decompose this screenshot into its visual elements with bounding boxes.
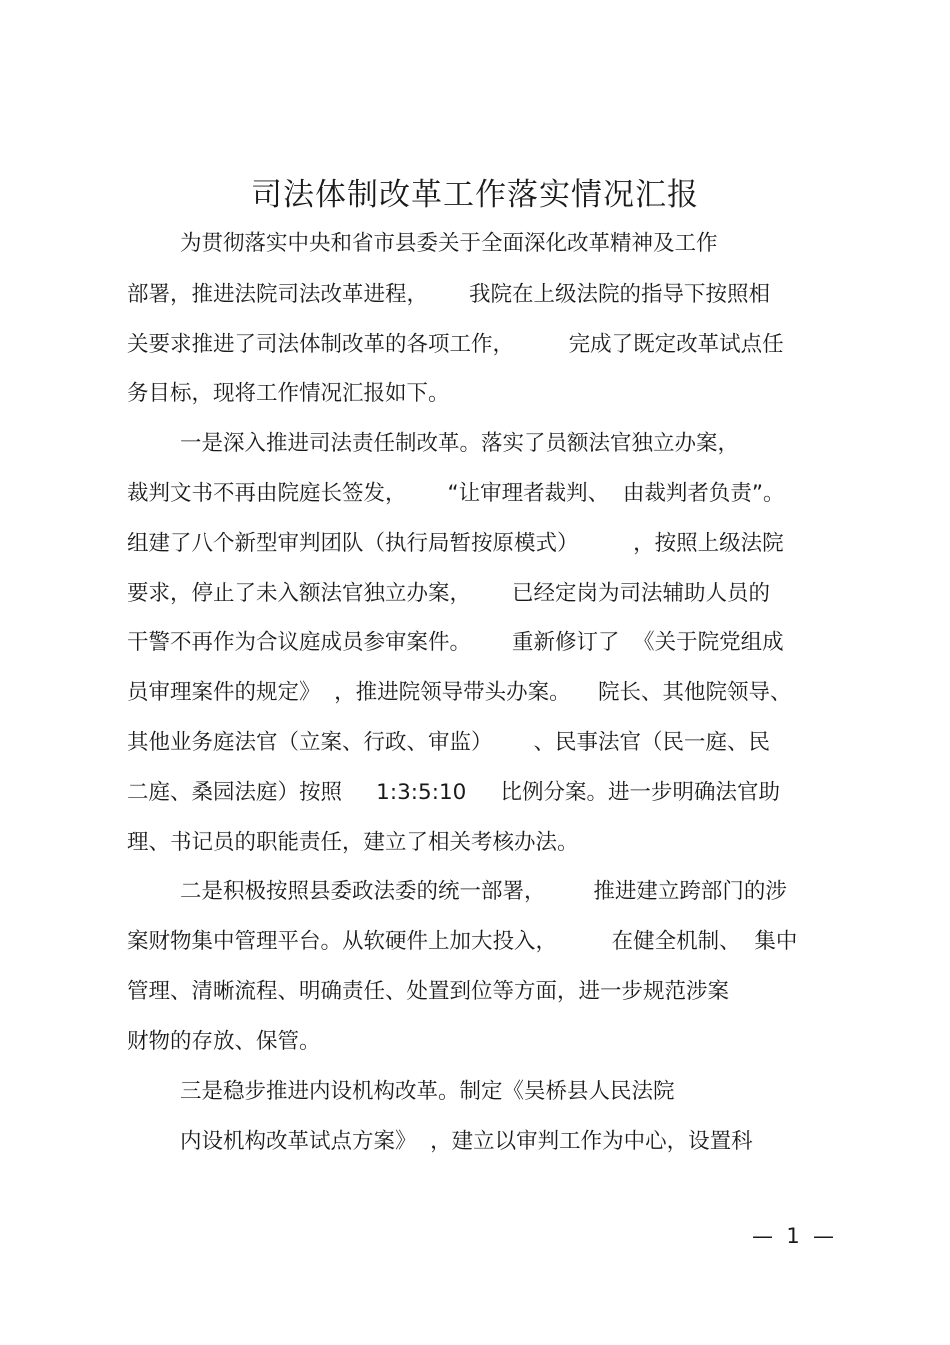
document-title: 司法体制改革工作落实情况汇报 <box>251 177 699 213</box>
body-line: 管理、清晰流程、明确责任、处置到位等方面，进一步规范涉案 <box>127 979 730 1004</box>
body-line: 员审理案件的规定》 ，推进院领导带头办案。 院长、其他院领导、 <box>127 680 792 705</box>
body-line: 三是稳步推进内设机构改革。制定《吴桥县人民法院 <box>180 1079 675 1104</box>
page-number: — 1 — <box>752 1224 835 1248</box>
body-line: 一是深入推进司法责任制改革。落实了员额法官独立办案， <box>180 431 740 456</box>
body-line: 二庭、桑园法庭）按照 1:3:5:10 比例分案。进一步明确法官助 <box>127 780 780 805</box>
body-line: 内设机构改革试点方案》 ，建立以审判工作为中心，设置科 <box>180 1129 753 1154</box>
body-line: 为贯彻落实中央和省市县委关于全面深化改革精神及工作 <box>180 231 718 256</box>
body-line: 务目标，现将工作情况汇报如下。 <box>127 381 450 406</box>
body-line: 关要求推进了司法体制改革的各项工作， 完成了既定改革试点任 <box>127 332 784 357</box>
body-line: 理、书记员的职能责任，建立了相关考核办法。 <box>127 830 579 855</box>
body-line: 部署，推进法院司法改革进程， 我院在上级法院的指导下按照相 <box>127 282 771 307</box>
body-line: 财物的存放、保管。 <box>127 1029 321 1054</box>
body-line: 案财物集中管理平台。从软硬件上加大投入， 在健全机制、 集中 <box>127 929 798 954</box>
body-line: 组建了八个新型审判团队（执行局暂按原模式） ，按照上级法院 <box>127 531 784 556</box>
body-line: 裁判文书不再由院庭长签发， “让审理者裁判、 由裁判者负责”。 <box>127 481 785 506</box>
body-line: 二是积极按照县委政法委的统一部署， 推进建立跨部门的涉 <box>180 879 787 904</box>
body-line: 干警不再作为合议庭成员参审案件。 重新修订了 《关于院党组成 <box>127 630 784 655</box>
body-line: 要求，停止了未入额法官独立办案， 已经定岗为司法辅助人员的 <box>127 581 771 606</box>
body-line: 其他业务庭法官（立案、行政、审监） 、民事法官（民一庭、民 <box>127 730 771 755</box>
